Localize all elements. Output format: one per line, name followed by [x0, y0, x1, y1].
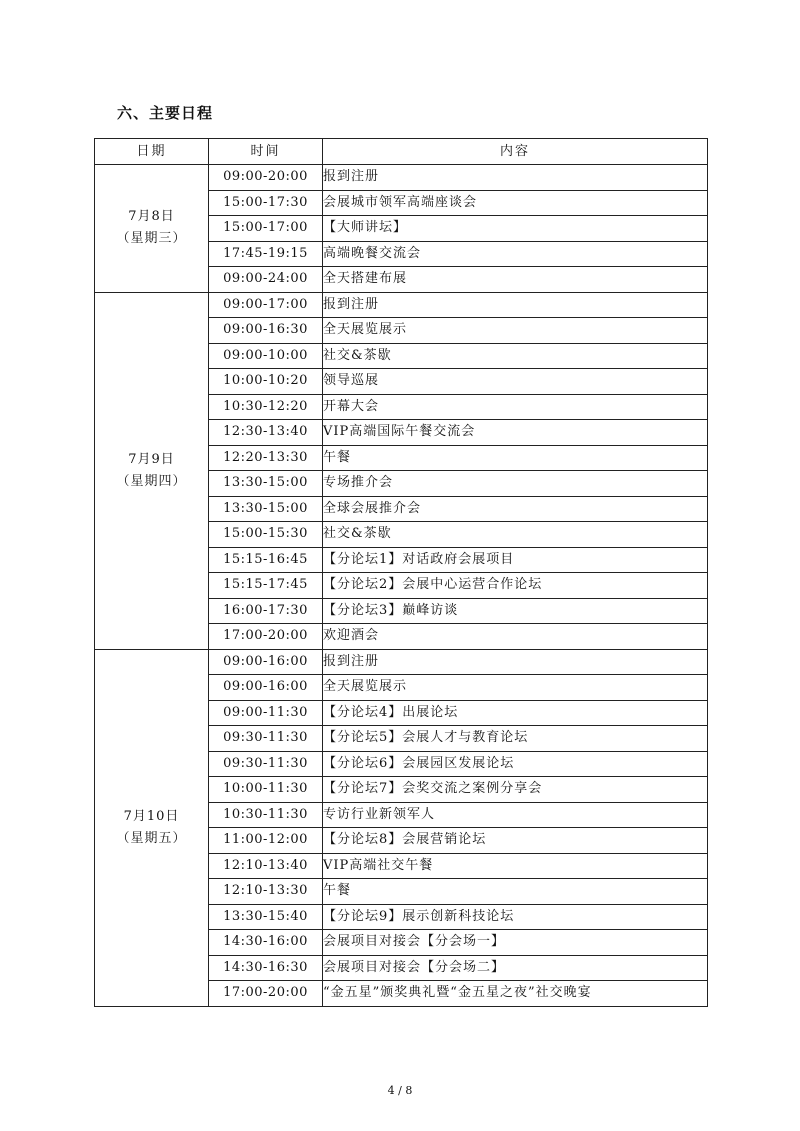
content-cell: 报到注册 [323, 649, 708, 675]
content-cell: 报到注册 [323, 292, 708, 318]
content-cell: 全天搭建布展 [323, 267, 708, 293]
content-cell: 午餐 [323, 879, 708, 905]
time-cell: 14:30-16:00 [209, 930, 323, 956]
content-cell: 领导巡展 [323, 369, 708, 395]
content-cell: 全球会展推介会 [323, 496, 708, 522]
table-row [95, 292, 708, 318]
time-cell: 09:00-10:00 [209, 343, 323, 369]
content-cell: VIP高端社交午餐 [323, 853, 708, 879]
content-cell: 专场推介会 [323, 471, 708, 497]
time-cell: 09:00-17:00 [209, 292, 323, 318]
content-cell: 社交&茶歇 [323, 343, 708, 369]
time-cell: 12:20-13:30 [209, 445, 323, 471]
time-cell: 17:00-20:00 [209, 624, 323, 650]
time-cell: 17:00-20:00 [209, 981, 323, 1007]
time-cell: 13:30-15:40 [209, 904, 323, 930]
header-date: 日期 [95, 139, 209, 165]
time-cell: 14:30-16:30 [209, 955, 323, 981]
time-cell: 10:30-11:30 [209, 802, 323, 828]
time-cell: 09:00-24:00 [209, 267, 323, 293]
time-cell: 15:00-15:30 [209, 522, 323, 548]
time-cell: 10:00-11:30 [209, 777, 323, 803]
content-cell: 【大师讲坛】 [323, 216, 708, 242]
time-cell: 15:15-17:45 [209, 573, 323, 599]
time-cell: 11:00-12:00 [209, 828, 323, 854]
content-cell: 会展项目对接会【分会场二】 [323, 955, 708, 981]
content-cell: “金五星”颁奖典礼暨“金五星之夜”社交晚宴 [323, 981, 708, 1007]
time-cell: 09:30-11:30 [209, 726, 323, 752]
time-cell: 09:00-16:30 [209, 318, 323, 344]
content-cell: 会展项目对接会【分会场一】 [323, 930, 708, 956]
time-cell: 13:30-15:00 [209, 496, 323, 522]
time-cell: 12:10-13:30 [209, 879, 323, 905]
date-label: 7月8日 [128, 209, 175, 225]
time-cell: 10:30-12:20 [209, 394, 323, 420]
weekday-label: （星期三） [116, 231, 187, 247]
content-cell: 全天展览展示 [323, 318, 708, 344]
time-cell: 12:30-13:40 [209, 420, 323, 446]
time-cell: 15:15-16:45 [209, 547, 323, 573]
content-cell: 【分论坛4】出展论坛 [323, 700, 708, 726]
content-cell: 会展城市领军高端座谈会 [323, 190, 708, 216]
content-cell: 【分论坛2】会展中心运营合作论坛 [323, 573, 708, 599]
content-cell: 午餐 [323, 445, 708, 471]
section-heading: 六、主要日程 [117, 104, 214, 122]
table-row [95, 649, 708, 675]
date-cell [95, 649, 209, 1006]
content-cell: 【分论坛1】对话政府会展项目 [323, 547, 708, 573]
table-header-row [95, 139, 708, 165]
date-cell [95, 165, 209, 293]
time-cell: 09:00-16:00 [209, 649, 323, 675]
content-cell: 【分论坛5】会展人才与教育论坛 [323, 726, 708, 752]
weekday-label: （星期五） [116, 830, 187, 846]
content-cell: 开幕大会 [323, 394, 708, 420]
time-cell: 09:30-11:30 [209, 751, 323, 777]
content-cell: 【分论坛7】会奖交流之案例分享会 [323, 777, 708, 803]
time-cell: 09:00-20:00 [209, 165, 323, 191]
time-cell: 09:00-16:00 [209, 675, 323, 701]
content-cell: VIP高端国际午餐交流会 [323, 420, 708, 446]
content-cell: 欢迎酒会 [323, 624, 708, 650]
time-cell: 10:00-10:20 [209, 369, 323, 395]
date-cell [95, 292, 209, 649]
page-number: 4 / 8 [387, 1084, 413, 1097]
content-cell: 【分论坛3】巅峰访谈 [323, 598, 708, 624]
date-label: 7月10日 [123, 808, 180, 824]
header-time: 时间 [209, 139, 323, 165]
time-cell: 15:00-17:00 [209, 216, 323, 242]
time-cell: 16:00-17:30 [209, 598, 323, 624]
content-cell: 报到注册 [323, 165, 708, 191]
weekday-label: （星期四） [116, 473, 187, 489]
time-cell: 15:00-17:30 [209, 190, 323, 216]
content-cell: 全天展览展示 [323, 675, 708, 701]
content-cell: 【分论坛8】会展营销论坛 [323, 828, 708, 854]
time-cell: 13:30-15:00 [209, 471, 323, 497]
schedule-table [94, 138, 708, 1007]
table-row [95, 165, 708, 191]
time-cell: 12:10-13:40 [209, 853, 323, 879]
time-cell: 17:45-19:15 [209, 241, 323, 267]
content-cell: 高端晚餐交流会 [323, 241, 708, 267]
schedule-body [95, 165, 708, 1007]
header-content: 内容 [323, 139, 708, 165]
content-cell: 【分论坛6】会展园区发展论坛 [323, 751, 708, 777]
time-cell: 09:00-11:30 [209, 700, 323, 726]
content-cell: 专访行业新领军人 [323, 802, 708, 828]
content-cell: 【分论坛9】展示创新科技论坛 [323, 904, 708, 930]
date-label: 7月9日 [128, 451, 175, 467]
content-cell: 社交&茶歇 [323, 522, 708, 548]
